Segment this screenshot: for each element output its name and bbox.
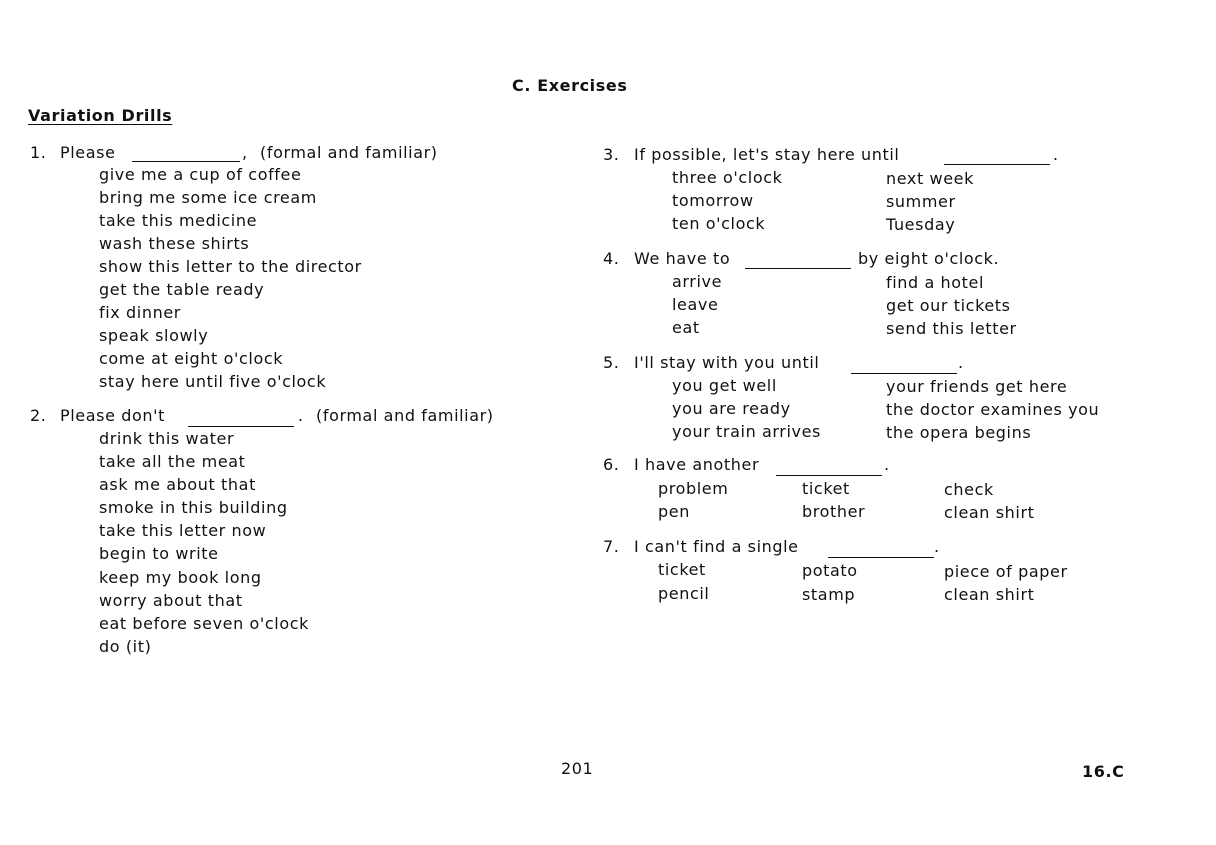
drill-item: send this letter	[886, 319, 1017, 338]
drill-item: eat	[672, 318, 700, 337]
drill-item: smoke in this building	[99, 498, 288, 517]
drill-number: 3.	[603, 145, 620, 164]
drill-item: speak slowly	[99, 326, 209, 345]
section-subheading: Variation Drills	[28, 106, 173, 125]
drill-item: clean shirt	[944, 503, 1035, 522]
drill-number: 6.	[603, 455, 620, 474]
drill-number: 7.	[603, 537, 620, 556]
answer-blank	[745, 268, 851, 269]
drill-item: fix dinner	[99, 303, 181, 322]
answer-blank	[944, 164, 1050, 165]
drill-item: take all the meat	[99, 452, 246, 471]
drill-item: ticket	[658, 560, 706, 579]
drill-item: your train arrives	[672, 422, 821, 441]
drill-item: get our tickets	[886, 296, 1011, 315]
drill-item: problem	[658, 479, 729, 498]
drill-item: brother	[802, 502, 866, 521]
drill-item: take this medicine	[99, 211, 258, 230]
drill-punctuation: .	[884, 455, 890, 474]
page-title: C. Exercises	[512, 76, 628, 95]
drill-item: you are ready	[672, 399, 791, 418]
drill-prompt: I can't find a single	[634, 537, 799, 556]
drill-item: pencil	[658, 584, 710, 603]
drill-item: ask me about that	[99, 475, 256, 494]
drill-punctuation: .	[958, 353, 964, 372]
drill-item: come at eight o'clock	[99, 349, 284, 368]
drill-prompt: I have another	[634, 455, 760, 474]
page-number: 201	[561, 759, 594, 778]
drill-item: next week	[886, 169, 974, 188]
drill-number: 5.	[603, 353, 620, 372]
drill-item: your friends get here	[886, 377, 1068, 396]
drill-item: bring me some ice cream	[99, 188, 317, 207]
drill-note: (formal and familiar)	[260, 143, 438, 162]
drill-item: three o'clock	[672, 168, 783, 187]
drill-item: stay here until five o'clock	[99, 372, 327, 391]
drill-item: the doctor examines you	[886, 400, 1100, 419]
drill-item: ten o'clock	[672, 214, 766, 233]
answer-blank	[188, 426, 294, 427]
drill-prompt: Please don't	[60, 406, 165, 425]
drill-item: check	[944, 480, 994, 499]
drill-number: 4.	[603, 249, 620, 268]
drill-item: potato	[802, 561, 858, 580]
drill-punctuation: by eight o'clock.	[858, 249, 1000, 268]
drill-number: 1.	[30, 143, 47, 162]
drill-item: begin to write	[99, 544, 219, 563]
drill-item: stamp	[802, 585, 856, 604]
drill-note: (formal and familiar)	[316, 406, 494, 425]
drill-item: leave	[672, 295, 719, 314]
drill-item: Tuesday	[886, 215, 956, 234]
drill-number: 2.	[30, 406, 47, 425]
drill-prompt: If possible, let's stay here until	[634, 145, 900, 164]
drill-item: clean shirt	[944, 585, 1035, 604]
drill-item: worry about that	[99, 591, 243, 610]
answer-blank	[851, 373, 957, 374]
drill-item: the opera begins	[886, 423, 1032, 442]
drill-punctuation: .	[1053, 145, 1059, 164]
drill-item: summer	[886, 192, 956, 211]
drill-item: you get well	[672, 376, 777, 395]
drill-item: show this letter to the director	[99, 257, 362, 276]
drill-item: tomorrow	[672, 191, 754, 210]
drill-punctuation: ,	[242, 143, 248, 162]
answer-blank	[776, 475, 882, 476]
drill-item: pen	[658, 502, 690, 521]
drill-item: keep my book long	[99, 568, 262, 587]
drill-item: piece of paper	[944, 562, 1068, 581]
section-code: 16.C	[1082, 762, 1125, 781]
drill-item: drink this water	[99, 429, 235, 448]
drill-item: ticket	[802, 479, 850, 498]
drill-item: arrive	[672, 272, 723, 291]
answer-blank	[828, 557, 934, 558]
drill-punctuation: .	[298, 406, 304, 425]
drill-item: get the table ready	[99, 280, 265, 299]
drill-item: wash these shirts	[99, 234, 250, 253]
drill-punctuation: .	[934, 537, 940, 556]
drill-item: eat before seven o'clock	[99, 614, 309, 633]
drill-item: find a hotel	[886, 273, 985, 292]
drill-prompt: I'll stay with you until	[634, 353, 820, 372]
drill-item: give me a cup of coffee	[99, 165, 302, 184]
drill-prompt: We have to	[634, 249, 731, 268]
drill-item: take this letter now	[99, 521, 267, 540]
drill-prompt: Please	[60, 143, 116, 162]
drill-item: do (it)	[99, 637, 152, 656]
answer-blank	[132, 161, 240, 162]
